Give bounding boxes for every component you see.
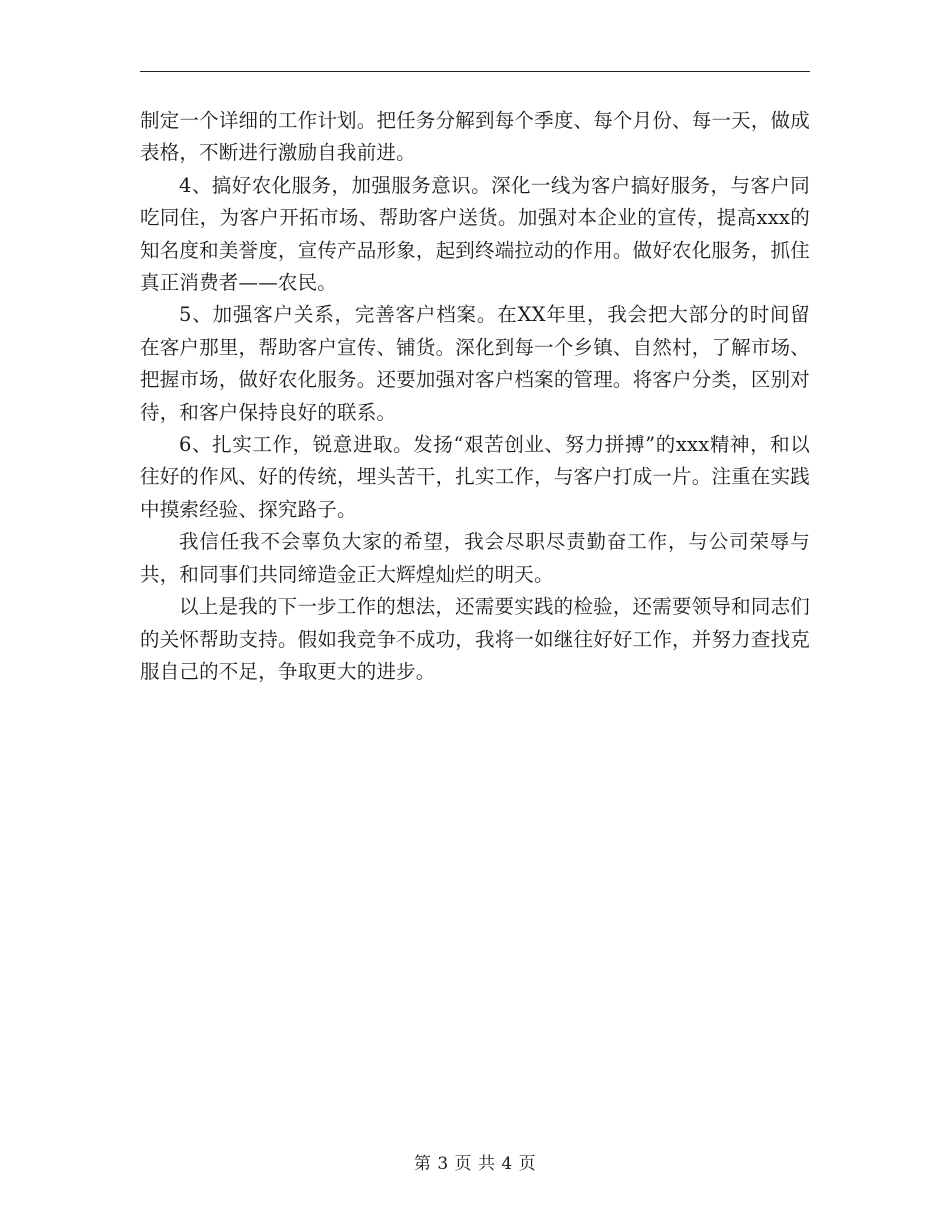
paragraph-commitment: 我信任我不会辜负大家的希望，我会尽职尽责勤奋工作，与公司荣辱与共，和同事们共同缔造金正大辉煌灿烂的明天。 <box>140 530 810 586</box>
header-divider <box>140 71 810 72</box>
page-number-footer: 第 3 页 共 4 页 <box>413 1154 537 1174</box>
paragraph-closing: 以上是我的下一步工作的想法，还需要实践的检验，还需要领导和同志们的关怀帮助支持。假如我竞争不成功，我将一如继往好好工作，并努力查找克服自己的不足，争取更大的进步。 <box>140 595 810 683</box>
paragraph-item-6: 6、扎实工作，锐意进取。发扬“艰苦创业、努力拼搏”的xxx精神，和以往好的作风、好的传统，埋头苦干，扎实工作，与客户打成一片。注重在实践中摸索经验、探究路子。 <box>140 433 810 521</box>
paragraph-item-4: 4、搞好农化服务，加强服务意识。深化一线为客户搞好服务，与客户同吃同住，为客户开拓市场、帮助客户送货。加强对本企业的宣传，提高xxx的知名度和美誉度，宣传产品形象，起到终端拉动的作用。做好农化服务，抓住真正消费者——农民。 <box>140 173 810 295</box>
paragraph-continuation: 制定一个详细的工作计划。把任务分解到每个季度、每个月份、每一天，做成表格，不断进行激励自我前进。 <box>140 109 810 165</box>
paragraph-item-5: 5、加强客户关系，完善客户档案。在XX年里，我会把大部分的时间留在客户那里，帮助客户宣传、铺货。深化到每一个乡镇、自然村，了解市场、把握市场，做好农化服务。还要加强对客户档案的管理。将客户分类，区别对待，和客户保持良好的联系。 <box>140 303 810 424</box>
document-body <box>140 105 810 688</box>
